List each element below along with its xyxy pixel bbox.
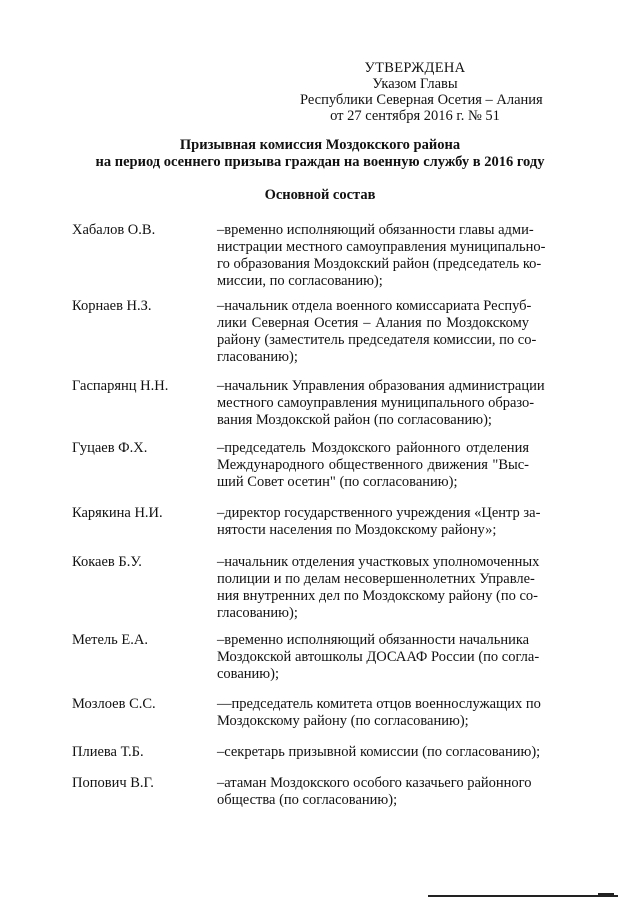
member-role (217, 632, 540, 683)
member-role-line: –председатель Моздокского районного отделения (217, 440, 529, 456)
member-name: Карякина Н.И. (72, 505, 163, 521)
member-role-line: –секретарь призывной комиссии (по согласованию); (217, 744, 541, 760)
title-line-2: на период осеннего призыва граждан на военную службу в 2016 году (95, 154, 545, 170)
member-name: Хабалов О.В. (72, 222, 156, 238)
member-role (217, 222, 546, 290)
member-role (217, 554, 540, 622)
member-name: Гуцаев Ф.Х. (72, 440, 148, 456)
member-role-line: ший Совет осетин" (по согласованию); (217, 474, 458, 490)
approval-decree-line: Указом Главы (372, 76, 458, 92)
scan-artifact-dash (598, 893, 614, 896)
approval-date-line: от 27 сентября 2016 г. № 51 (330, 108, 500, 124)
member-role-line: Моздокскому району (по согласованию); (217, 713, 469, 729)
title-line-1: Призывная комиссия Моздокского района (179, 137, 461, 153)
member-role-line: го образования Моздокский район (председатель ко- (217, 256, 542, 272)
member-role (217, 378, 545, 429)
member-role-line: —председатель комитета отцов военнослужащих по (217, 696, 541, 712)
member-name: Плиева Т.Б. (72, 744, 144, 760)
member-role (217, 440, 529, 491)
member-role-line: гласованию); (217, 605, 298, 621)
approval-heading: УТВЕРЖДЕНА (364, 60, 466, 76)
member-role-line: –атаман Моздокского особого казачьего районного (217, 775, 532, 791)
member-role-line: общества (по согласованию); (217, 792, 398, 808)
member-name: Мозлоев С.С. (72, 696, 156, 712)
member-role-line: –директор государственного учреждения «Центр за- (217, 505, 541, 521)
member-role-line: –начальник отделения участковых уполномоченных (217, 554, 540, 570)
member-role-line: Моздокской автошколы ДОСААФ России (по согла- (217, 649, 540, 665)
member-role-line: лики Северная Осетия – Алания по Моздокскому (217, 315, 529, 331)
member-role (217, 775, 532, 809)
member-role-line: ния внутренних дел по Моздокскому району (по со- (217, 588, 538, 604)
member-name: Метель Е.А. (72, 632, 148, 648)
member-role-line: району (заместитель председателя комиссии, по со- (217, 332, 537, 348)
member-name: Корнаев Н.З. (72, 298, 152, 314)
approval-republic-line: Республики Северная Осетия – Алания (300, 92, 543, 108)
member-role-line: –временно исполняющий обязанности начальника (217, 632, 530, 648)
member-role-line: сованию); (217, 666, 279, 682)
member-role-line: нистрации местного самоуправления муниципально- (217, 239, 546, 255)
member-role-line: Международного общественного движения "Выс- (217, 457, 529, 473)
member-role (217, 696, 541, 730)
member-name: Попович В.Г. (72, 775, 154, 791)
member-name: Гаспарянц Н.Н. (72, 378, 169, 394)
member-role-line: –начальник отдела военного комиссариата Респуб- (217, 298, 532, 314)
member-role-line: вания Моздокской район (по согласованию); (217, 412, 492, 428)
section-subtitle: Основной состав (264, 187, 376, 203)
member-role-line: –временно исполняющий обязанности главы адми- (217, 222, 534, 238)
member-role-line: полиции и по делам несовершеннолетних Управле- (217, 571, 535, 587)
member-role (217, 505, 541, 539)
member-role-line: гласованию); (217, 349, 298, 365)
member-role (217, 298, 537, 366)
member-role-line: –начальник Управления образования администрации (217, 378, 545, 394)
member-role-line: нятости населения по Моздокскому району»; (217, 522, 497, 538)
scan-artifact-line (428, 895, 618, 897)
member-role-line: местного самоуправления муниципального образо- (217, 395, 535, 411)
member-name: Кокаев Б.У. (72, 554, 142, 570)
member-role-line: миссии, по согласованию); (217, 273, 383, 289)
member-role (217, 744, 541, 761)
